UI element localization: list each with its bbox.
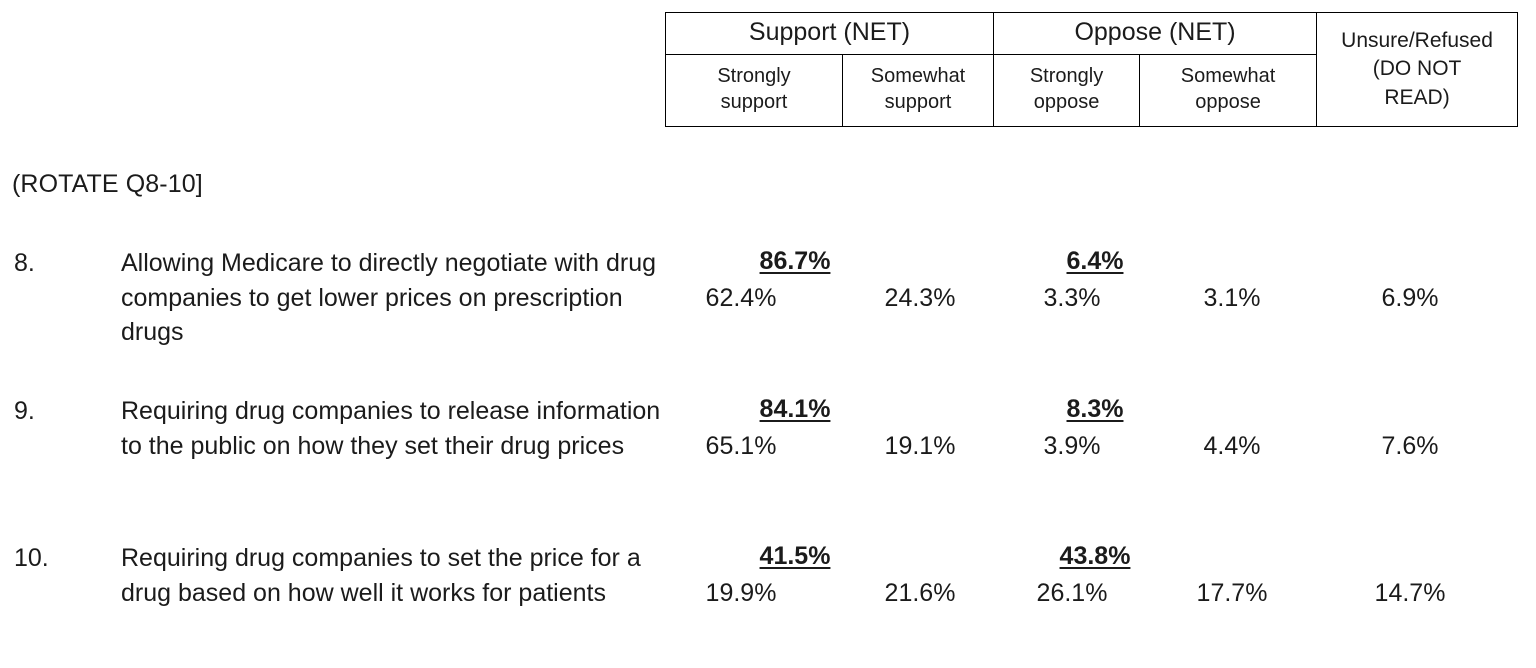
somewhat-oppose-line-2: oppose: [1195, 91, 1261, 114]
support-net-value: 84.1%: [759, 395, 831, 423]
unsure-line-2: (DO NOT: [1372, 57, 1462, 81]
somewhat-oppose-line-1: Somewhat: [1180, 65, 1276, 87]
somewhat-support-value: 24.3%: [884, 284, 956, 312]
somewhat-support-header: [843, 55, 994, 127]
strongly-support-line-1: Strongly: [717, 65, 791, 87]
somewhat-support-line-2: support: [884, 91, 952, 114]
strongly-oppose-line-2: oppose: [1033, 91, 1100, 114]
strongly-oppose-value: 3.9%: [1043, 432, 1101, 460]
question-number: 8.: [14, 249, 35, 277]
question-text: Requiring drug companies to release information to the public on how they set their drug prices: [121, 397, 661, 460]
somewhat-oppose-value: 4.4%: [1203, 432, 1261, 460]
support-net-value: 86.7%: [759, 247, 831, 275]
strongly-support-value: 19.9%: [705, 579, 777, 607]
rotate-instruction: (ROTATE Q8-10]: [12, 170, 203, 198]
strongly-oppose-value: 26.1%: [1036, 579, 1108, 607]
somewhat-oppose-value: 3.1%: [1203, 284, 1261, 312]
strongly-support-line-2: support: [720, 91, 788, 114]
somewhat-support-line-1: Somewhat: [870, 65, 966, 87]
support-net-value: 41.5%: [759, 542, 831, 570]
unsure-value: 6.9%: [1381, 284, 1439, 312]
unsure-refused-header: [1317, 13, 1518, 127]
somewhat-oppose-header: [1140, 55, 1317, 127]
question-number: 9.: [14, 397, 35, 425]
strongly-support-value: 65.1%: [705, 432, 777, 460]
strongly-oppose-header: [994, 55, 1140, 127]
strongly-oppose-value: 3.3%: [1043, 284, 1101, 312]
question-text: Allowing Medicare to directly negotiate with drug companies to get lower prices on prescription drugs: [121, 249, 656, 346]
oppose-net-value: 8.3%: [1066, 395, 1124, 423]
somewhat-support-value: 21.6%: [884, 579, 956, 607]
strongly-support-value: 62.4%: [705, 284, 777, 312]
somewhat-oppose-value: 17.7%: [1196, 579, 1268, 607]
question-text: Requiring drug companies to set the price for a drug based on how well it works for patients: [121, 544, 641, 607]
question-number: 10.: [14, 544, 49, 572]
unsure-line-3: READ): [1384, 85, 1450, 109]
unsure-line-1: Unsure/Refused: [1341, 28, 1493, 52]
oppose-net-header: Oppose (NET): [994, 13, 1317, 55]
support-net-header: Support (NET): [666, 13, 994, 55]
strongly-support-header: [666, 55, 843, 127]
somewhat-support-value: 19.1%: [884, 432, 956, 460]
response-options-header-table: [665, 12, 1518, 127]
strongly-oppose-line-1: Strongly: [1029, 65, 1104, 87]
oppose-net-value: 6.4%: [1066, 247, 1124, 275]
header-group-row: [666, 13, 1518, 55]
oppose-net-value: 43.8%: [1059, 542, 1131, 570]
unsure-value: 14.7%: [1374, 579, 1446, 607]
unsure-value: 7.6%: [1381, 432, 1439, 460]
